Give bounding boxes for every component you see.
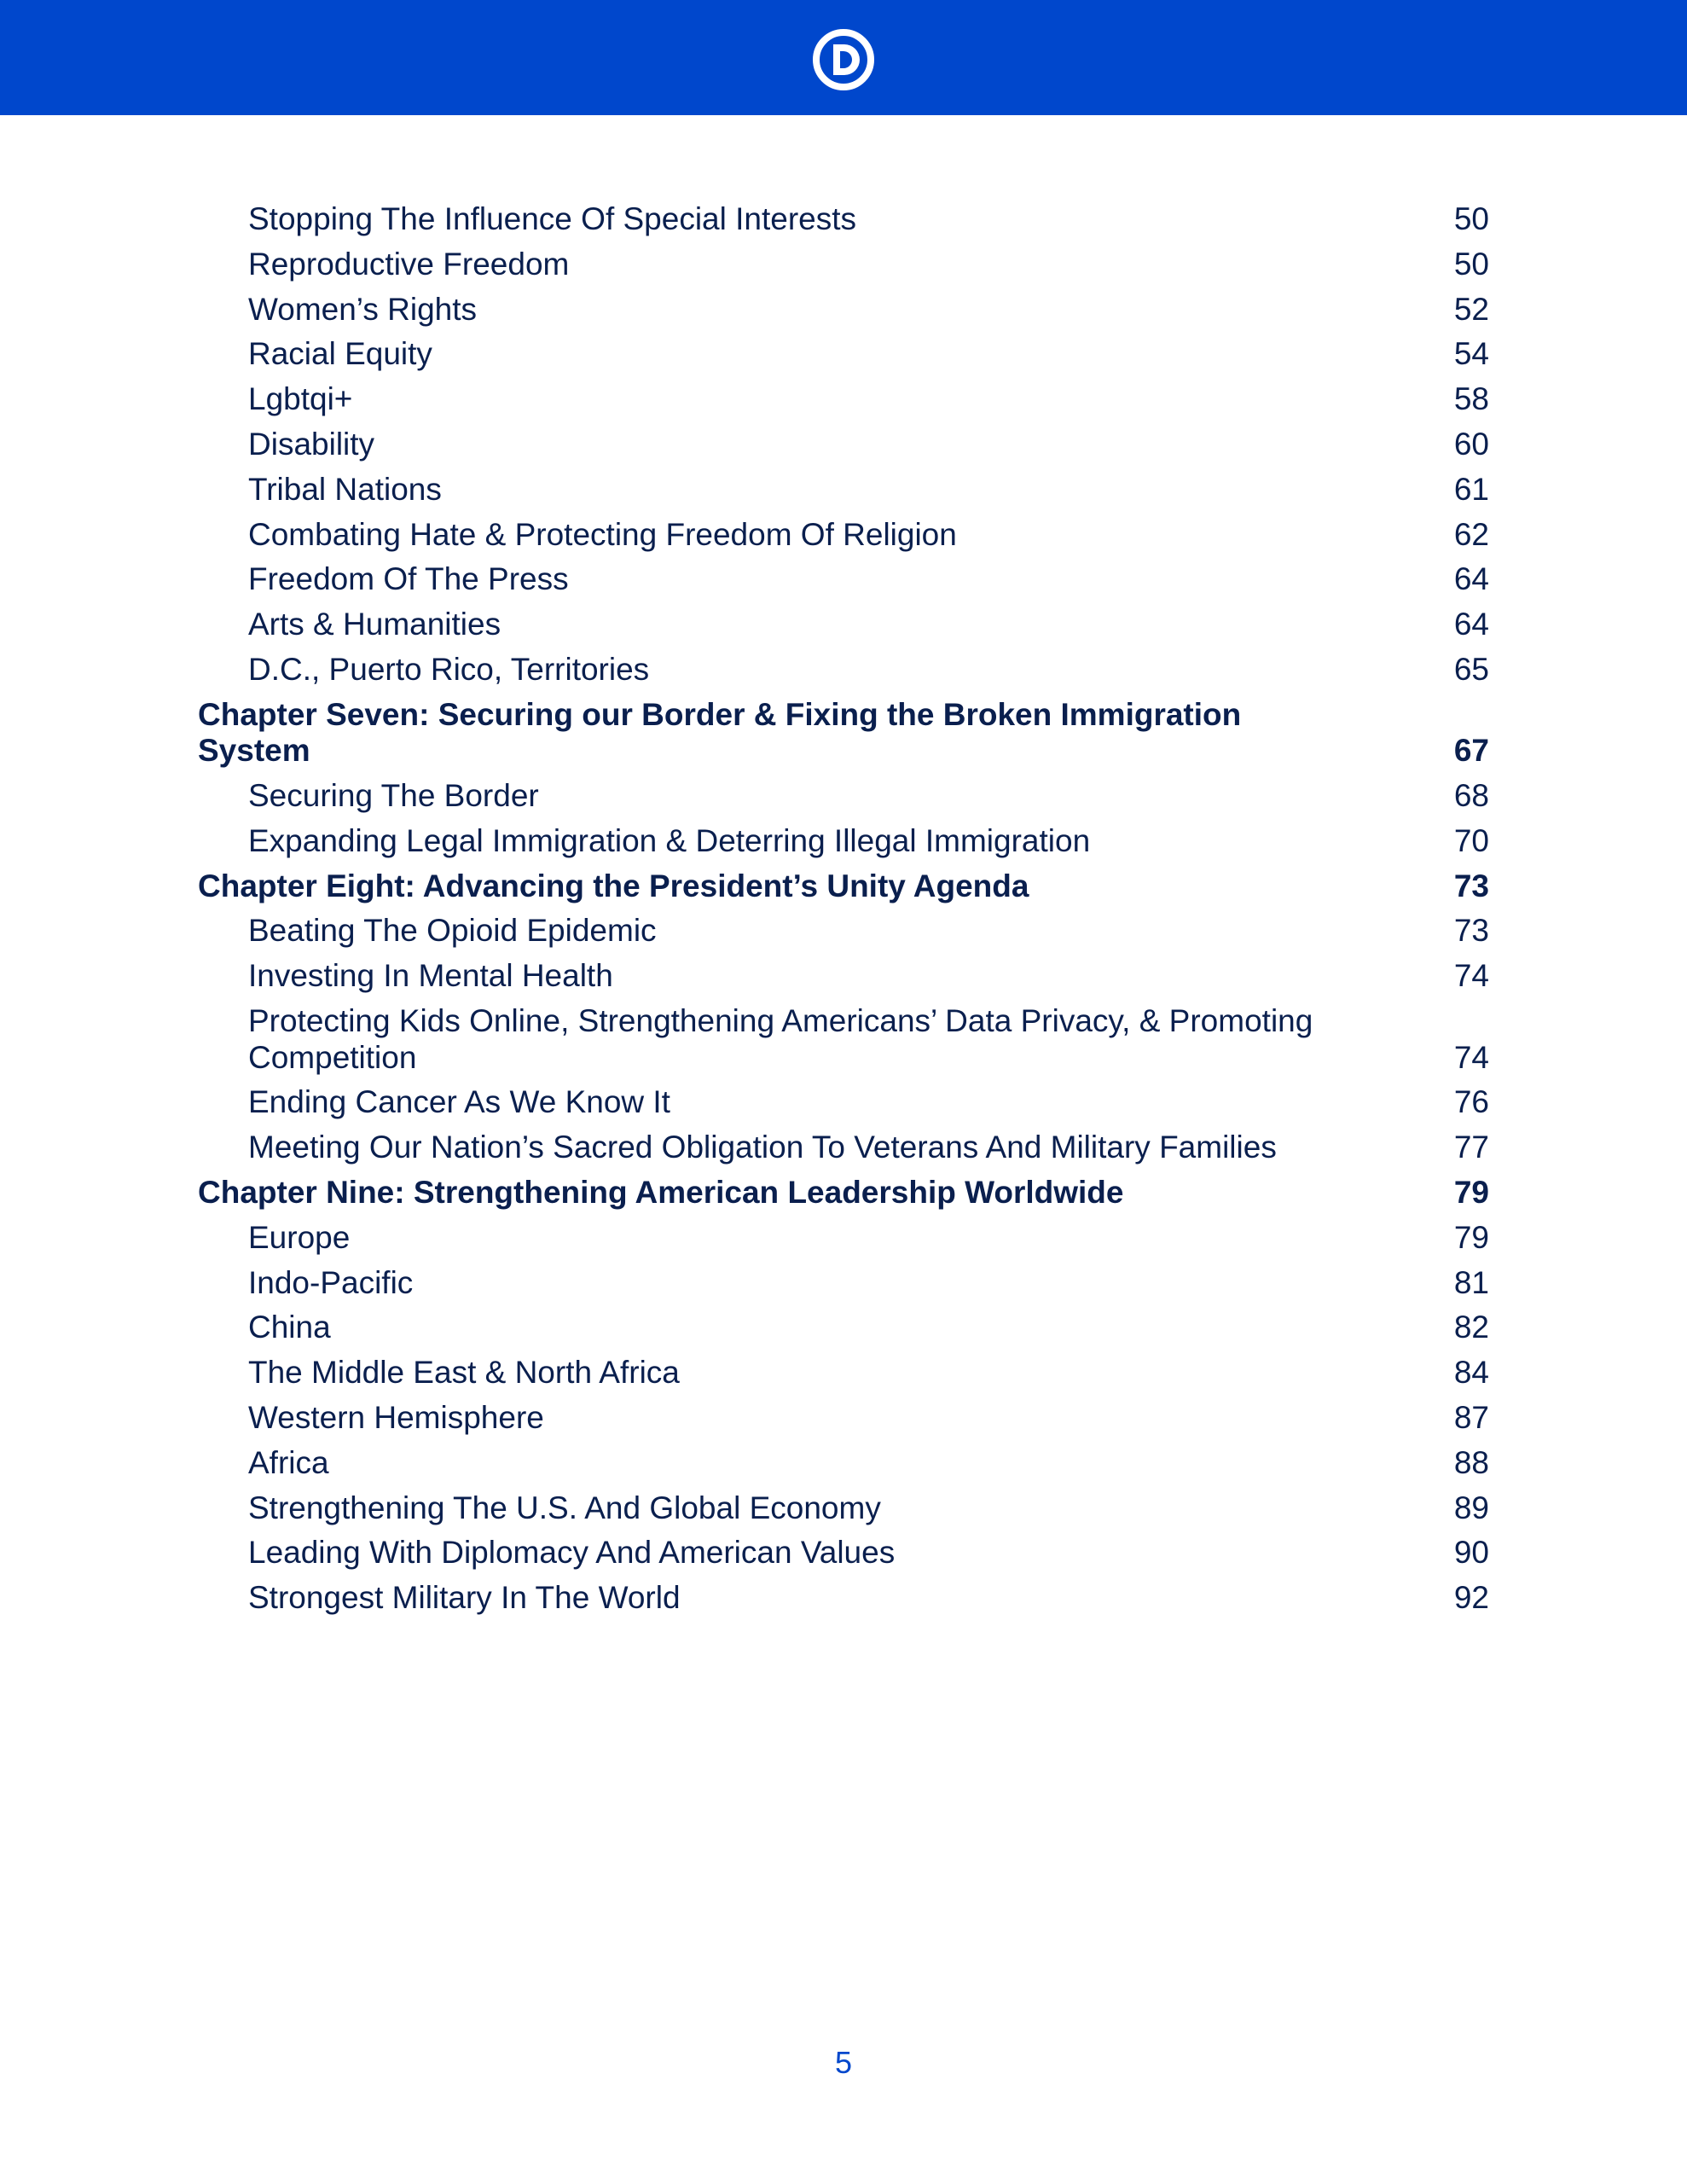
toc-entry-page: 70 [1453,822,1489,858]
toc-section-entry[interactable] [198,1084,1489,1130]
toc-entry-title: Lgbtqi+ [248,381,353,417]
toc-entry-page: 65 [1453,651,1489,687]
toc-section-entry[interactable] [198,1310,1489,1355]
toc-entry-title: Chapter Eight: Advancing the President’s Unity Agenda [198,868,1029,903]
toc-entry-title: Freedom Of The Press [248,561,569,597]
toc-entry-title: Strongest Military In The World [248,1580,681,1616]
toc-entry-title: Chapter Nine: Strengthening American Leadership Worldwide [198,1174,1124,1210]
toc-section-entry[interactable] [198,1130,1489,1175]
toc-section-entry[interactable] [198,607,1489,652]
toc-entry-page: 90 [1453,1535,1489,1571]
toc-entry-title: Investing In Mental Health [248,958,613,994]
toc-entry-page: 89 [1453,1490,1489,1525]
toc-entry-page: 64 [1453,607,1489,642]
toc-entry-title: Reproductive Freedom [248,246,570,282]
toc-section-entry[interactable] [198,247,1489,292]
toc-entry-page: 61 [1453,471,1489,507]
toc-entry-page: 62 [1453,516,1489,552]
toc-entry-title: Combating Hate & Protecting Freedom Of Religion [248,516,957,552]
toc-entry-page: 54 [1453,336,1489,372]
toc-entry-page: 73 [1453,868,1489,903]
toc-entry-page: 52 [1453,291,1489,327]
page-number: 5 [834,2045,853,2080]
toc-entry-page: 73 [1453,913,1489,949]
toc-entry-title: Protecting Kids Online, Strengthening Americans’ Data Privacy, & Promoting Competition [248,1003,1313,1075]
toc-section-entry[interactable] [198,823,1489,868]
toc-entry-title: China [248,1310,331,1345]
toc-entry-page: 81 [1453,1264,1489,1300]
toc-section-entry[interactable] [198,913,1489,958]
toc-section-entry[interactable] [198,1265,1489,1310]
toc-section-entry[interactable] [198,336,1489,381]
dnc-d-logo-icon [812,28,875,91]
toc-entry-page: 50 [1453,201,1489,236]
toc-section-entry[interactable] [198,958,1489,1003]
toc-entry-page: 87 [1453,1399,1489,1435]
toc-entry-title: Meeting Our Nation’s Sacred Obligation To Veterans And Military Families [248,1130,1277,1165]
toc-entry-title: Europe [248,1219,351,1255]
toc-section-entry[interactable] [198,1355,1489,1400]
toc-entry-title: Beating The Opioid Epidemic [248,913,657,949]
toc-section-entry[interactable] [198,1003,1489,1084]
toc-section-entry[interactable] [198,778,1489,823]
toc-section-entry[interactable] [198,472,1489,517]
toc-entry-title: Indo-Pacific [248,1264,414,1300]
toc-section-entry[interactable] [198,1490,1489,1536]
toc-section-entry[interactable] [198,1445,1489,1490]
toc-entry-page: 64 [1453,561,1489,597]
toc-entry-page: 77 [1453,1130,1489,1165]
toc-entry-page: 82 [1453,1310,1489,1345]
toc-entry-page: 79 [1453,1174,1489,1210]
toc-entry-title: Stopping The Influence Of Special Interests [248,201,857,236]
toc-entry-title: Expanding Legal Immigration & Deterring Illegal Immigration [248,822,1091,858]
toc-entry-title: Arts & Humanities [248,607,501,642]
toc-section-entry[interactable] [198,427,1489,472]
toc-entry-page: 76 [1453,1084,1489,1120]
toc-section-entry[interactable] [198,561,1489,607]
toc-entry-title: Western Hemisphere [248,1399,544,1435]
toc-section-entry[interactable] [198,1535,1489,1580]
toc-entry-title: The Middle East & North Africa [248,1355,680,1391]
toc-entry-page: 68 [1453,778,1489,814]
toc-section-entry[interactable] [198,292,1489,337]
toc-section-entry[interactable] [198,381,1489,427]
toc-entry-page: 60 [1453,426,1489,462]
toc-entry-page: 79 [1453,1219,1489,1255]
toc-entry-title: Tribal Nations [248,471,442,507]
toc-entry-page: 67 [1453,733,1489,769]
toc-section-entry[interactable] [198,1400,1489,1445]
toc-chapter-entry[interactable] [198,868,1489,914]
toc-entry-page: 50 [1453,246,1489,282]
table-of-contents [198,201,1489,1625]
toc-entry-title: Africa [248,1444,329,1480]
toc-entry-page: 74 [1453,1039,1489,1075]
toc-section-entry[interactable] [198,1220,1489,1265]
toc-entry-title: Racial Equity [248,336,432,372]
toc-entry-title: Leading With Diplomacy And American Values [248,1535,896,1571]
toc-entry-title: D.C., Puerto Rico, Territories [248,651,650,687]
toc-section-entry[interactable] [198,652,1489,697]
toc-entry-title: Securing The Border [248,778,539,814]
toc-entry-title: Ending Cancer As We Know It [248,1084,670,1120]
toc-chapter-entry[interactable] [198,697,1489,778]
toc-entry-page: 88 [1453,1444,1489,1480]
toc-section-entry[interactable] [198,201,1489,247]
toc-chapter-entry[interactable] [198,1175,1489,1220]
toc-entry-title: Women’s Rights [248,291,478,327]
toc-entry-title: Chapter Seven: Securing our Border & Fixing the Broken Immigration System [198,696,1242,769]
toc-entry-page: 92 [1453,1580,1489,1616]
toc-entry-title: Disability [248,426,375,462]
toc-section-entry[interactable] [198,1580,1489,1625]
toc-entry-page: 74 [1453,958,1489,994]
header-bar [0,0,1687,115]
toc-entry-title: Strengthening The U.S. And Global Economy [248,1490,881,1525]
toc-entry-page: 58 [1453,381,1489,417]
toc-section-entry[interactable] [198,517,1489,562]
toc-entry-page: 84 [1453,1355,1489,1391]
